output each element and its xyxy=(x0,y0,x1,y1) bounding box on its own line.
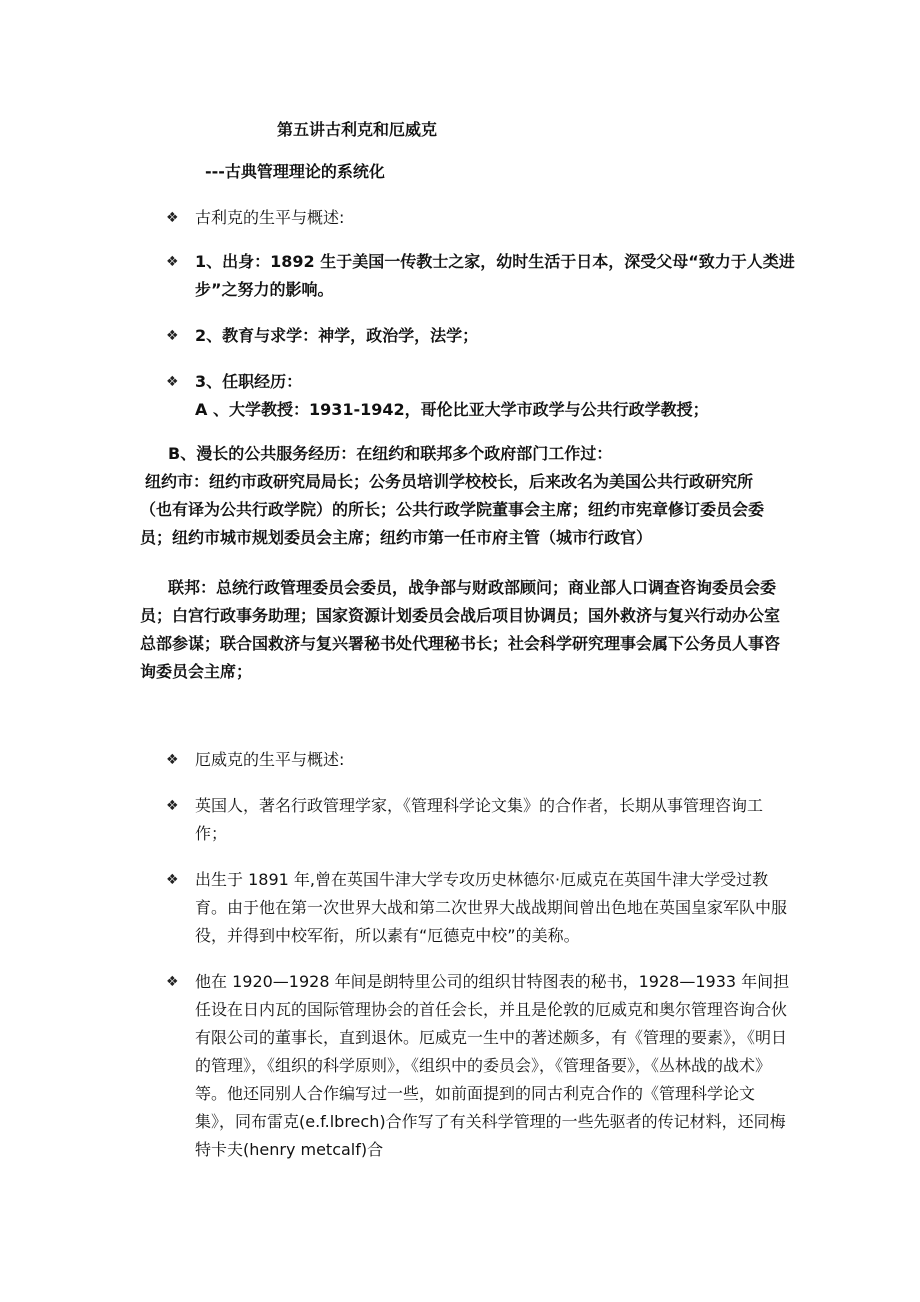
bullet-icon: ❖ xyxy=(166,872,179,888)
bullet-icon: ❖ xyxy=(166,254,179,270)
urwick-heading: 厄威克的生平与概述: xyxy=(195,750,345,769)
page-title: 第五讲古利克和厄威克 xyxy=(277,120,438,139)
gulick-professor: A 、大学教授：1931-1942，哥伦比亚大学市政学与公共行政学教授； xyxy=(195,400,709,419)
urwick-career: 他在 1920—1928 年间是朗特里公司的组织甘特图表的秘书，1928—1933 年间担任设在日内瓦的国际管理协会的首任会长，并且是伦敦的厄威克和奥尔管理咨询合伙有限公司的董事长，直到退休。厄威克一生中的著述颇多，有《管理的要素》，《明日的管理》，《组织的科学原则》，《组织中的委员会》，《管理备要》，《丛林战的战术》等。他还同别人合作编写过一些，如前面提到的同古利克合作的《管理科学论文集》，同布雷克(e.f.lbrech)合作写了有关科学管理的一些先驱者的传记材料，还同梅特卡夫(henry metcalf)合 xyxy=(195,972,790,1159)
gulick-public-service: B、漫长的公共服务经历：在纽约和联邦多个政府部门工作过： xyxy=(168,444,613,463)
bullet-icon: ❖ xyxy=(166,752,179,768)
page-subtitle: ---古典管理理论的系统化 xyxy=(205,162,385,181)
gulick-heading: 古利克的生平与概述: xyxy=(195,208,345,227)
bullet-icon: ❖ xyxy=(166,798,179,814)
urwick-education: 出生于 1891 年,曾在英国牛津大学专攻历史林德尔·厄威克在英国牛津大学受过教育。由于他在第一次世界大战和第二次世界大战战期间曾出色地在英国皇家军队中服役，并得到中校军衔，所以素有“厄德克中校”的美称。 xyxy=(195,870,788,945)
gulick-origin: 1、出身：1892 生于美国一传教士之家，幼时生活于日本，深受父母“致力于人类进步”之努力的影响。 xyxy=(195,252,795,299)
bullet-icon: ❖ xyxy=(166,974,179,990)
gulick-new-york: 纽约市：纽约市政研究局局长；公务员培训学校校长，后来改名为美国公共行政研究所（也有译为公共行政学院）的所长；公共行政学院董事会主席；纽约市宪章修订委员会委员；纽约市城市规划委员会主席；纽约市第一任市府主管（城市行政官） xyxy=(140,472,765,547)
gulick-federal: 联邦：总统行政管理委员会委员，战争部与财政部顾问；商业部人口调查咨询委员会委员；白宫行政事务助理；国家资源计划委员会战后项目协调员；国外救济与复兴行动办公室总部参谋；联合国救济与复兴署秘书处代理秘书长；社会科学研究理事会属下公务员人事咨询委员会主席； xyxy=(140,578,781,681)
bullet-icon: ❖ xyxy=(166,328,179,344)
gulick-career-heading: 3、任职经历： xyxy=(195,372,303,391)
bullet-icon: ❖ xyxy=(166,374,179,390)
gulick-education: 2、教育与求学：神学，政治学，法学； xyxy=(195,326,479,345)
bullet-icon: ❖ xyxy=(166,210,179,226)
urwick-intro: 英国人，著名行政管理学家，《管理科学论文集》的合作者，长期从事管理咨询工作； xyxy=(195,796,764,843)
